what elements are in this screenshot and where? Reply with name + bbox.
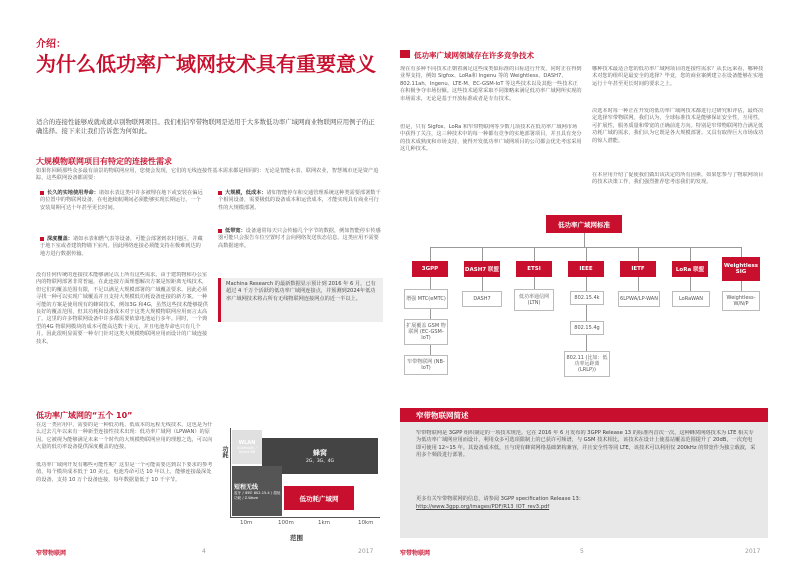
connector [482,277,483,291]
bullet-dot [218,191,222,195]
connector [584,233,585,247]
chart-xlabel: 范围 [290,534,303,542]
tree-item: 低功率通信网 (LTN) [514,289,554,311]
tree-item: LoRaWAN [672,291,710,307]
right-col1-para1: 现在有多种不同技术正朝着满足这些成类似标准的目标进行开发，同时正在得到业界支持，例如 Sigfox、LoRa和 Ingenu 等的 Weightless、DASH7、802.11ah、Ingenu、LTE-M、EC-GSM-IoT 等这些技术以及其他一些技术正在积极争夺市场份额。这些技术通常采取不同策略来满足低功率广域网所实现的市场需求，无论是基于开放标准或者是专有技术。 [400,66,582,102]
band-wlan: WLAN Bluetooth / Smart BB [232,430,262,464]
machina-callout: Machina Research 的最新数据显示预计到 2016 年 6 月，已有超过 4 千万个活跃的低功率广域网连接点，并预测到2024年低功率广域网技术将占所有无线物联网连接网点的近一半以上。 [218,278,383,322]
footer-year-left: 2017 [358,548,374,555]
tree-group-etsi: ETSI [516,261,552,277]
nbiot-paragraph: 窄带物联网是 3GPP 组织制定的一项技术规范。它在 2016 年 6 月发布的 3GPP Release 13 的标准内首次一次。这种蜂窝网络技术为 LTE 相关专为低功率广域网应用而设计，利用众多可选项限制上的已获许可频谱，与 GSM 技术相比，该技术在设计上使基站覆盖范围提升了 20dB，一次充电即可使用 12~15 年。其设备成本低，且与现有蜂窝网络基础架构兼容，并且安全性等同 LTE，该技术可以利用仅 200kHz 的带宽作为独立载波，采用多个频段进行部署。 [416,430,756,459]
tree-group-dash7: DASH7 联盟 [464,261,500,277]
intro-label: 介绍： [36,39,66,50]
tree-root: 低功率广域网标准 [546,215,622,233]
connector [638,277,639,291]
bullet-coverage: 深度覆盖：诸如水表和燃气表等设备，可能会部署到农村地区，并藏于地下室或者建筑物墙下室内。因此网络连接必须能支持在极难到达的地方进行数据传输。 [40,236,203,257]
bullet-dot [40,237,44,241]
tree-item: DASH7 [462,291,502,307]
tree-group-ieee: IEEE [568,261,604,277]
band-short-range: 短程无线 蓝牙 / IEEE 802.15.4 / 超低功耗 / Z-Wave [232,466,282,516]
footer-brand-right: 窄带物联网 [400,550,431,557]
connector [690,247,691,261]
tree-item: 6LPWA/LP-WAN [618,291,660,307]
right-col2-para1: 哪种技术最适合您的低功率广域网项目的连接性需求？从长远来看，哪种技术对您的组织是最安全的选择？毕竟，您的商业案例建立在设备能够在实地运行十年甚至更长时间的要求之上。 [592,66,764,87]
section1-body: 没有任何传统的连接技术能够满足以上所有这些需求。由于建筑物和办公室内的物联网部署非常普遍，在此连接方面理想解决方案是短距离无线技术，但它们的覆盖范围有限，不足以满足大规模部署的广域覆盖要求。因此必须寻找一种可以实现广域覆盖并且支持大规模低功耗设备连接的新方案。一种可能的方案是使用现有的蜂窝技术，例如3G 和4G，虽然这些技术能够提供良好的覆盖范围，但其功耗和设备成本对于这类大规模物联网应用而言太高了。这里的许多物联网设备中许多都需要依靠电池运行多年。同时，一个典型的4G 物联网模块的成本可能高达数十美元，并且电池寿命也只有几个月。因此很明显需要一种专门针对这类大规模物联网应用而设计的广域连接技术。 [36,272,208,345]
connector [534,277,535,289]
tree-item: 增强 MTC(eMTC) [404,289,448,309]
section-marker [400,50,410,58]
tree-group-3gpp: 3GPP [412,261,448,277]
spec-link[interactable]: http://www.3gpp.org/images/PDF/R13_IOT_rev3.pdf [416,504,550,510]
bullet-dot [40,191,44,195]
tree-item: 802.11 (比如：低功率远距离 (LRLP)) [564,351,610,377]
chart-y-axis [230,428,231,518]
connector [482,247,483,261]
bullet-dot [218,229,222,233]
nbiot-heading: 窄带物联网简述 [416,411,469,420]
section2-paragraph: 在这一类应用中，需要的是一种低功耗、低成本的远程无线技术，这也是为什么过去几年以来有一种新型连接性技术出现：低功率广域网（LPWAN）的原因。它被视为能够满足未来一个时代的大规模物联网应用的理想之选，可以向大量的低功率设备提供深度覆盖的连接。 [36,422,213,451]
lpwan-standards-diagram [400,215,768,390]
bullet-scale: 大规模，低成本：诸如智能停车和交通管理系统这种类需要部署数千个相同设备，需要极低的设备成本和运营成本，才能实现具有商业可行性的大规模部署。 [218,190,381,211]
lpwan-chart [220,428,385,530]
section1-intro: 如果你回顾那些众多最有前景的物联网应用，您便会发现，它们的无线连接性基本需求都是相同的：无论是智能水表、联网农业，智慧城市还是资产追踪，这些联网设备都需要： [36,168,379,182]
tree-item: 802.15.4g [570,321,604,335]
lead-paragraph: 适合的连接性能够成就成就卓别物联网项目。我们相信窄带物联网是适用于大多数低功率广域网商业物联网应用例子的正确选择。接下来让我们告诉您为何如此。 [36,118,375,135]
nbiot-summary-box [400,408,768,538]
section2-heading: 低功率广域网的“五个 10” [36,411,133,420]
x-tick: 1km [318,520,331,526]
x-tick: 100m [278,520,294,526]
right-col2-para3: 在本应用介绍了促使我们做出该决定的所有因素。如果您参与了物联网项目的技术决策工作，我们强烈推荐您考虑我们的发现。 [592,172,764,186]
footer-year-right: 2017 [745,548,761,555]
connector [430,247,431,261]
footer-brand-left: 窄带物联网 [36,550,67,557]
page-title: 为什么低功率广域网技术具有重要意义 [36,52,376,76]
tree-item: Weightless-W/N/P [722,291,760,311]
right-col1-para2: 但是，只有 Sigfox、LoRa 和窄带物联网等少数几项技术在低功率广域网市场中获得了关注，这三种技术中的每一种都有竞争的实地部署项目，并且具有充分的技术成熟度和市场支持，使得开发低功率广域网项目的公司都会优先考虑采用这几种技术。 [400,124,582,153]
tree-group-lora: LoRa 联盟 [672,261,708,277]
right-col2-para2: 决选本时每一种正在开发的低功率广域网技术都进行过研究和评估，最终决定选择窄带物联网。我们认为，全球标准技术是能够保证安全性，互用性，可扩展性，服务质量和带宽的正确前进方向。特别是窄带物联网符合满足低功耗广域的需求，我们认为它既是各大规模部署。又具有取得巨大市场成功的惊人潜能。 [592,108,764,144]
band-lpwan: 低功耗广域网 [284,486,354,510]
connector [690,277,691,291]
tree-group-ietf: IETF [620,261,656,277]
x-tick: 10m [240,520,253,526]
x-tick: 10km [358,520,374,526]
band-cellular: 蜂窝 2G、3G、4G [262,438,378,474]
chart-x-axis [230,517,380,518]
tree-item: 扩展覆盖 GSM 物联网 (EC-GSM-IoT) [404,319,448,345]
bullet-bandwidth: 低带宽：设备通常每天只会传输几个字节的数据，例如智能停车传感器可能只会报告车位空置时才会向网络发送状态信息。这类应用不需要高数据速率。 [218,228,381,249]
tree-item: 窄带物联网 (NB-IoT) [404,355,448,375]
connector [586,247,587,261]
right-section-heading: 低功率广域网领域存在许多竞争技术 [414,51,534,60]
page-number-right: 5 [580,548,584,555]
connector [741,281,742,291]
connector [638,247,639,261]
tree-item: 802.15.4k [570,291,604,305]
chart-ylabel: 功耗 [221,446,228,458]
tree-group-weightless: Weightless SIG [722,257,760,281]
section1-heading: 大规模物联网项目有特定的连接性需求 [36,157,172,166]
page-number-left: 4 [202,548,206,555]
section2-paragraph-2: 低功率广域网开发有哪些可能性呢？这里是一个可能需要达到以下要求的参考值，每个模块成本低于 10 美元，电池寿命可达 10 年以上，能够连接最深处的设备，支持 10 万个设备连接，每年数据量低于 10 千字节。 [36,462,213,483]
connector [534,247,535,261]
nbiot-more-info: 更多有关窄带物联网的信息，请参阅 3GPP specification Release 13： [416,496,584,502]
bullet-lifetime: 长久的实地使用寿命：诸如水表这类中许多被埋在地下或安装在偏远的位置中的物联网设备，在电池续航期间必须能够实现长期运行，一个安装周期可达十年甚至更长时间。 [40,190,203,211]
